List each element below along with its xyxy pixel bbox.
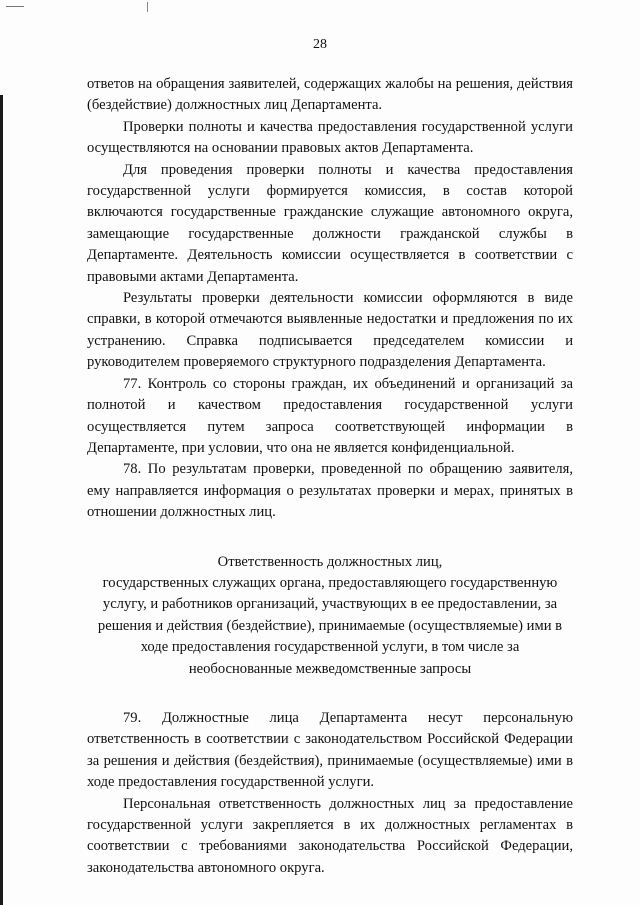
heading-line: необоснованные межведомственные запросы [188,660,472,677]
page-number: 28 [313,37,327,52]
paragraph-personal-responsibility: Персональная ответственность должностных лиц за предоставление государственной услуги закрепляется в их должностных регламентах в соответствии с требованиями законодательства Российской Федерации, законодательства автономного округа. [87,795,573,876]
heading-line: решения и действия (бездействие), принимаемые (осуществляемые) ими в [97,617,563,634]
heading-line: ходе предоставления государственной услуги, в том числе за [140,639,520,656]
heading-line: государственных служащих органа, предоставляющего государственную [102,574,558,591]
heading-line: Ответственность должностных лиц, [217,553,443,570]
paragraph-inspections-basis: Проверки полноты и качества предоставления государственной услуги осуществляются на основании правовых актов Департамента. [87,118,573,157]
paragraph-79: 79. Должностные лица Департамента несут персональную ответственность в соответствии с законодательством Российской Федерации за решения и действия (бездействия), принимаемые (осуществляемые) ими в ходе предоставления государственной услуги. [87,709,573,791]
scan-artifact-mark [6,6,24,7]
document-body [87,74,573,879]
paragraph-results: Результаты проверки деятельности комиссии оформляются в виде справки, в которой отмечаются выявленные недостатки и предложения по их устранению. Справка подписывается председателем комиссии и руководителем проверяемого структурного подразделения Департамента. [87,290,573,371]
paragraph-78: 78. По результатам проверки, проведенной по обращению заявителя, ему направляется информация о результатах проверки и мерах, принятых в отношении должностных лиц. [87,461,573,521]
paragraph-77: 77. Контроль со стороны граждан, их объединений и организаций за полнотой и качеством предоставления государственной услуги осуществляется путем запроса соответствующей информации в Департаменте, при условии, что она не является конфиденциальной. [87,375,573,456]
paragraph-commission: Для проведения проверки полноты и качества предоставления государственной услуги формируется комиссия, в состав которой включаются государственные гражданские служащие автономного округа, замещающие государственные должности гражданской службы в Департаменте. Деятельность комиссии осуществляется в соответствии с правовыми актами Департамента. [87,161,573,285]
scan-left-edge [0,95,3,905]
paragraph-continuation: ответов на обращения заявителей, содержащих жалобы на решения, действия (бездействие) должностных лиц Департамента. [87,76,573,114]
heading-line: услугу, и работников организаций, участвующих в ее предоставлении, за [102,596,558,613]
scan-artifact-tick [147,2,148,12]
section-heading [87,552,573,680]
